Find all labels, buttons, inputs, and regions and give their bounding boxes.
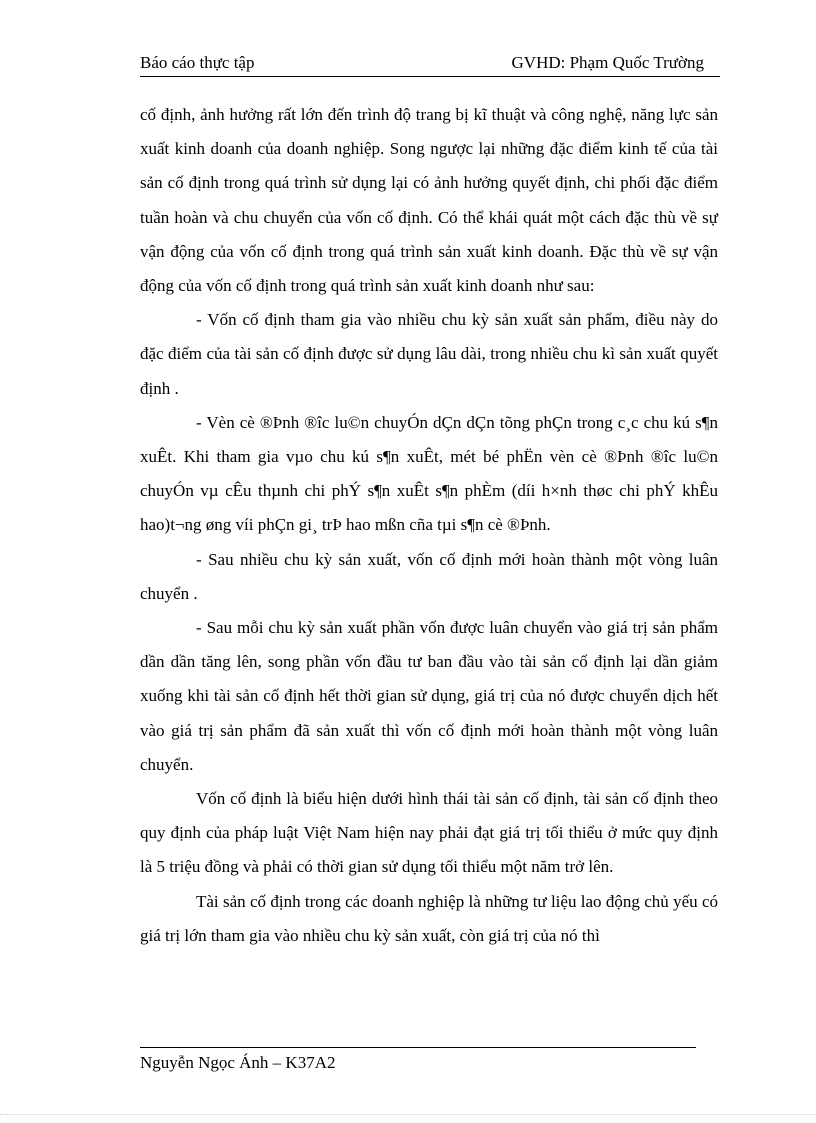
body-text: [140, 98, 718, 953]
paragraph: Vốn cố định là biểu hiện dưới hình thái tài sản cố định, tài sản cố định theo quy định của pháp luật Việt Nam hiện nay phải đạt giá trị tối thiểu ở mức quy định là 5 triệu đồng và phải có thời gian sử dụng tối thiểu một năm trở lên.: [140, 789, 718, 877]
paragraph: - Sau mỗi chu kỳ sản xuất phần vốn được luân chuyển vào giá trị sản phẩm dần dần tăng lên, song phần vốn đầu tư ban đầu vào tài sản cố định lại dần giảm xuống khi tài sản cố định hết thời gian sử dụng, giá trị của nó được chuyển dịch hết vào giá trị sản phẩm đã sản xuất thì vốn cố định mới hoàn thành một vòng luân chuyển.: [140, 618, 718, 774]
supervisor-name: GVHD: Phạm Quốc Trường: [511, 53, 704, 72]
paragraph: Tài sản cố định trong các doanh nghiệp là những tư liệu lao động chủ yếu có giá trị lớn tham gia vào nhiều chu kỳ sản xuất, còn giá trị của nó thì: [140, 891, 718, 945]
paragraph: - Vèn cè ®Þnh ®îc lu©n chuyÓn dÇn dÇn tõng phÇn trong c¸c chu kú s¶n xuÊt. Khi tham gia vµo chu kú s¶n xuÊt, mét bé phËn vèn cè ®Þnh ®îc lu©n chuyÓn vµ cÊu thµnh chi phÝ s¶n xuÊt s¶n phÈm (díi h×nh thøc chi phÝ khÊu hao)t¬ng øng víi phÇn gi¸ trÞ hao mßn cña tµi s¶n cè ®Þnh.: [140, 412, 718, 535]
footer-author: Nguyễn Ngọc Ánh – K37A2: [140, 1053, 336, 1072]
report-title: Báo cáo thực tập: [140, 53, 255, 72]
paragraph: cố định, ảnh hưởng rất lớn đến trình độ trang bị kĩ thuật và công nghệ, năng lực sản xuất kinh doanh của doanh nghiệp. Song ngược lại những đặc điểm kinh tế của tài sản cố định trong quá trình sử dụng lại có ảnh hưởng quyết định, chi phối đặc điểm tuần hoàn và chu chuyển của vốn cố định. Có thể khái quát một cách đặc thù về sự vận động của vốn cố định trong quá trình sản xuất kinh doanh. Đặc thù về sự vận động của vốn cố định trong quá trình sản xuất kinh doanh như sau:: [140, 105, 718, 296]
paragraph: - Vốn cố định tham gia vào nhiều chu kỳ sản xuất sản phẩm, điều này do đặc điểm của tài sản cố định được sử dụng lâu dài, trong nhiều chu kì sản xuất quyết định .: [140, 310, 718, 398]
page-boundary: [0, 1114, 816, 1115]
paragraph: - Sau nhiều chu kỳ sản xuất, vốn cố định mới hoàn thành một vòng luân chuyển .: [140, 549, 718, 603]
page-header: [140, 52, 720, 77]
footer-divider: [140, 1047, 696, 1048]
